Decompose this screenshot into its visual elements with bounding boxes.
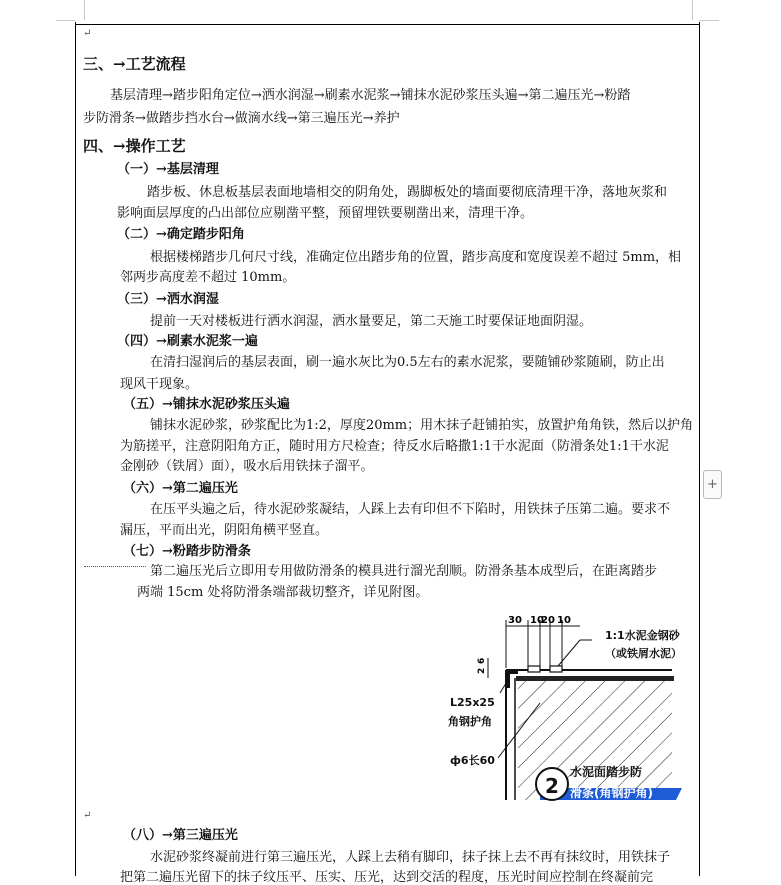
step-heading: （七）→粉踏步防滑条	[123, 544, 251, 559]
margin-corner-mark	[699, 20, 719, 21]
anti-slip-strip	[550, 666, 562, 672]
margin-corner-mark	[692, 0, 693, 20]
paragraph-line: 金刚砂（铁屑）面），吸水后用铁抹子溜平。	[120, 459, 374, 474]
leader-line	[558, 640, 580, 666]
anti-slip-strip	[528, 666, 540, 672]
figure-label: ф6长60	[450, 754, 495, 767]
figure-number: 2	[545, 774, 559, 798]
table-border-top	[75, 24, 700, 25]
paragraph-line: 第二遍压光后立即用专用做防滑条的模具进行溜光刮顺。防滑条基本成型后，在距离踏步	[150, 564, 658, 579]
tab-leader-dots	[84, 566, 146, 567]
paragraph-line: 根据楼梯踏步几何尺寸线，准确定位出踏步角的位置，踏步高度和宽度误差不超过 5mm，相	[150, 250, 682, 265]
paragraph-line: 铺抹水泥砂浆，砂浆配比为1:2，厚度20mm；用木抹子赶铺拍实，放置护角角铁，然后以护角	[150, 418, 694, 433]
paragraph-line: 步防滑条→做踏步挡水台→做滴水线→第三遍压光→养护	[83, 111, 400, 126]
figure-label: 角钢护角	[448, 715, 492, 728]
paragraph-line: 影响面层厚度的凸出部位应剔凿平整，预留埋铁要剔凿出来，清理干净。	[117, 206, 534, 221]
dimension-text: 2	[477, 667, 487, 674]
figure-label: （或铁屑水泥）	[605, 647, 682, 660]
step-heading: （二）→确定踏步阳角	[117, 227, 245, 242]
dimension-text: 6	[477, 657, 487, 664]
paragraph-line: 水泥砂浆终凝前进行第三遍压光，人踩上去稍有脚印，抹子抹上去不再有抹纹时，用铁抹子	[150, 850, 671, 865]
paragraph-line: 踏步板、休息板基层表面地墙相交的阴角处，踢脚板处的墙面要彻底清理干净，落地灰浆和	[147, 185, 668, 200]
dimension-text: 30	[508, 615, 522, 626]
paragraph-line: 基层清理→踏步阳角定位→洒水润湿→刷素水泥浆→铺抹水泥砂浆压头遍→第二遍压光→粉踏	[110, 88, 631, 103]
paragraph-line: 在清扫湿润后的基层表面，刷一遍水灰比为0.5左右的素水泥浆，要随铺砂浆随刷，防止出	[150, 355, 665, 370]
step-heading: （六）→第二遍压光	[123, 481, 238, 496]
step-heading: （五）→铺抹水泥砂浆压头遍	[123, 397, 290, 412]
paragraph-line: 漏压，平而出光，阴阳角横平竖直。	[120, 523, 329, 538]
paragraph-line: 为筋搓平，注意阴阳角方正，随时用方尺检查；待反水后略撒1:1干水泥面（防滑条处1:1干水泥	[120, 439, 669, 454]
figure-caption: 水泥面踏步防	[570, 765, 643, 779]
step-heading: （四）→刷素水泥浆一遍	[117, 334, 258, 349]
margin-corner-mark	[56, 20, 76, 21]
dimension-text: 10	[530, 615, 544, 626]
paragraph-line: 现风干现象。	[120, 377, 199, 392]
add-table-row-button[interactable]: +	[703, 470, 722, 499]
figure-label: 1:1水泥金钢砂	[605, 629, 680, 642]
paragraph-mark: ↵	[83, 28, 92, 39]
paragraph-line: 两端 15cm 处将防滑条端部裁切整齐，详见附图。	[137, 585, 429, 600]
figure-caption: 滑条(角钢护角)	[570, 786, 653, 800]
margin-corner-mark	[84, 0, 85, 20]
figure-label: L25x25	[450, 696, 495, 709]
paragraph-mark: ↵	[83, 810, 92, 821]
step-heading: （八）→第三遍压光	[123, 828, 238, 843]
paragraph-line: 在压平头遍之后，待水泥砂浆凝结，人踩上去有印但不下陷时，用铁抹子压第二遍。要求不	[150, 502, 671, 517]
table-border-left	[75, 22, 76, 876]
section-heading-operation: 四、→操作工艺	[83, 137, 186, 155]
table-border-right	[699, 22, 700, 876]
dimension-text: 10	[557, 615, 571, 626]
paragraph-line: 邻两步高度差不超过 10mm。	[120, 270, 296, 285]
paragraph-line: 把第二遍压光留下的抹子纹压平、压实、压光，达到交活的程度，压光时间应控制在终凝前完	[120, 870, 654, 885]
paragraph-line: 提前一天对楼板进行洒水润湿，洒水量要足，第二天施工时要保证地面阴湿。	[150, 314, 593, 329]
step-heading: （三）→洒水润湿	[117, 292, 219, 307]
section-heading-process: 三、→工艺流程	[83, 55, 186, 73]
screed-layer	[516, 676, 674, 681]
step-heading: （一）→基层清理	[117, 162, 219, 177]
dimension-text: 20	[541, 615, 555, 626]
